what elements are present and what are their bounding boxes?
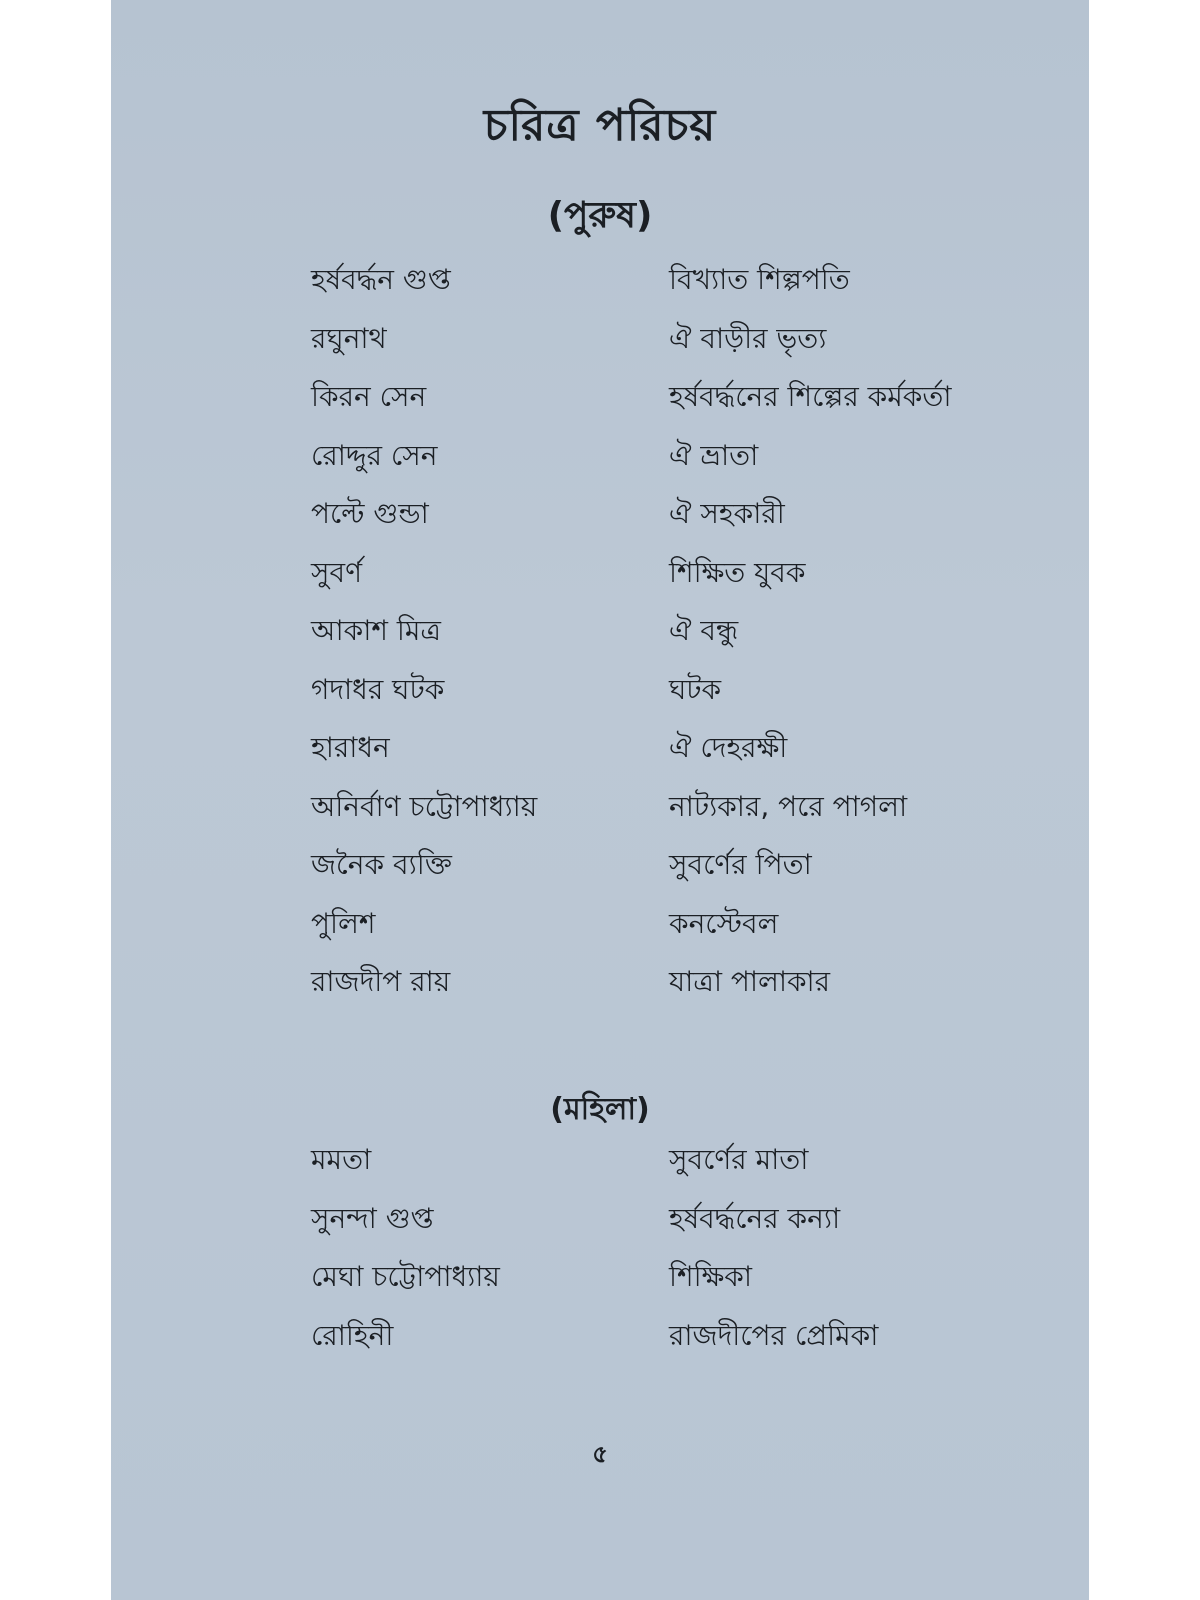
character-name: আকাশ মিত্র (311, 614, 441, 647)
character-name: হারাধন (311, 731, 390, 764)
character-role: নাট্যকার, পরে পাগলা (669, 789, 908, 823)
cast-row (111, 434, 1089, 493)
character-name: রোহিনী (311, 1318, 394, 1352)
character-role: শিক্ষিকা (669, 1260, 752, 1293)
character-role: ঐ বন্ধু (669, 614, 739, 647)
cast-row (111, 317, 1089, 376)
cast-row (111, 843, 1089, 902)
character-name: মেঘা চট্টোপাধ্যায় (311, 1260, 500, 1293)
cast-row (111, 1138, 1089, 1197)
character-role: ঘটক (669, 672, 722, 706)
cast-row (111, 375, 1089, 434)
cast-row (111, 668, 1089, 727)
character-role: হর্ষবর্দ্ধনের কন্যা (669, 1201, 841, 1235)
character-name: পল্টে গুন্ডা (311, 497, 429, 530)
character-role: সুবর্ণের মাতা (669, 1143, 809, 1176)
cast-row (111, 609, 1089, 668)
book-page (111, 0, 1089, 1600)
character-name: কিরন সেন (311, 380, 427, 413)
character-role: হর্ষবর্দ্ধনের শিল্পের কর্মকর্তা (669, 380, 952, 413)
cast-row (111, 785, 1089, 844)
male-cast-list (111, 258, 1089, 1019)
character-name: রাজদীপ রায় (311, 965, 451, 998)
character-role: ঐ ভ্রাতা (669, 438, 759, 472)
cast-row (111, 258, 1089, 317)
character-role: কনস্টেবল (669, 906, 779, 940)
character-name: পুলিশ (311, 906, 376, 940)
character-role: ঐ দেহরক্ষী (669, 731, 788, 764)
character-name: সুবর্ণ (311, 555, 363, 589)
character-name: জনৈক ব্যক্তি (311, 848, 452, 881)
cast-row (111, 960, 1089, 1019)
cast-row (111, 1255, 1089, 1314)
cast-row (111, 726, 1089, 785)
page-number: ৫ (592, 1440, 608, 1468)
character-role: সুবর্ণের পিতা (669, 848, 812, 881)
cast-row (111, 1314, 1089, 1373)
female-cast-list (111, 1138, 1089, 1372)
character-role: যাত্রা পালাকার (669, 965, 831, 998)
cast-row (111, 492, 1089, 551)
character-role: ঐ সহকারী (669, 497, 785, 530)
character-role: বিখ্যাত শিল্পপতি (669, 263, 850, 296)
character-role: শিক্ষিত যুবক (669, 555, 806, 589)
character-name: মমতা (311, 1143, 372, 1176)
cast-row (111, 902, 1089, 961)
page-title: চরিত্র পরিচয় (483, 100, 717, 151)
character-name: রঘুনাথ (311, 321, 387, 355)
character-name: রোদ্দুর সেন (311, 438, 438, 472)
character-name: অনির্বাণ চট্টোপাধ্যায় (311, 789, 538, 823)
character-name: হর্ষবর্দ্ধন গুপ্ত (311, 263, 451, 296)
character-role: রাজদীপের প্রেমিকা (669, 1318, 879, 1352)
section-heading-male: (পুরুষ) (547, 195, 653, 236)
cast-row (111, 1197, 1089, 1256)
character-role: ঐ বাড়ীর ভৃত্য (669, 321, 827, 355)
section-heading-female: (মহিলা) (550, 1092, 650, 1127)
cast-row (111, 551, 1089, 610)
character-name: গদাধর ঘটক (311, 672, 445, 706)
character-name: সুনন্দা গুপ্ত (311, 1201, 434, 1235)
